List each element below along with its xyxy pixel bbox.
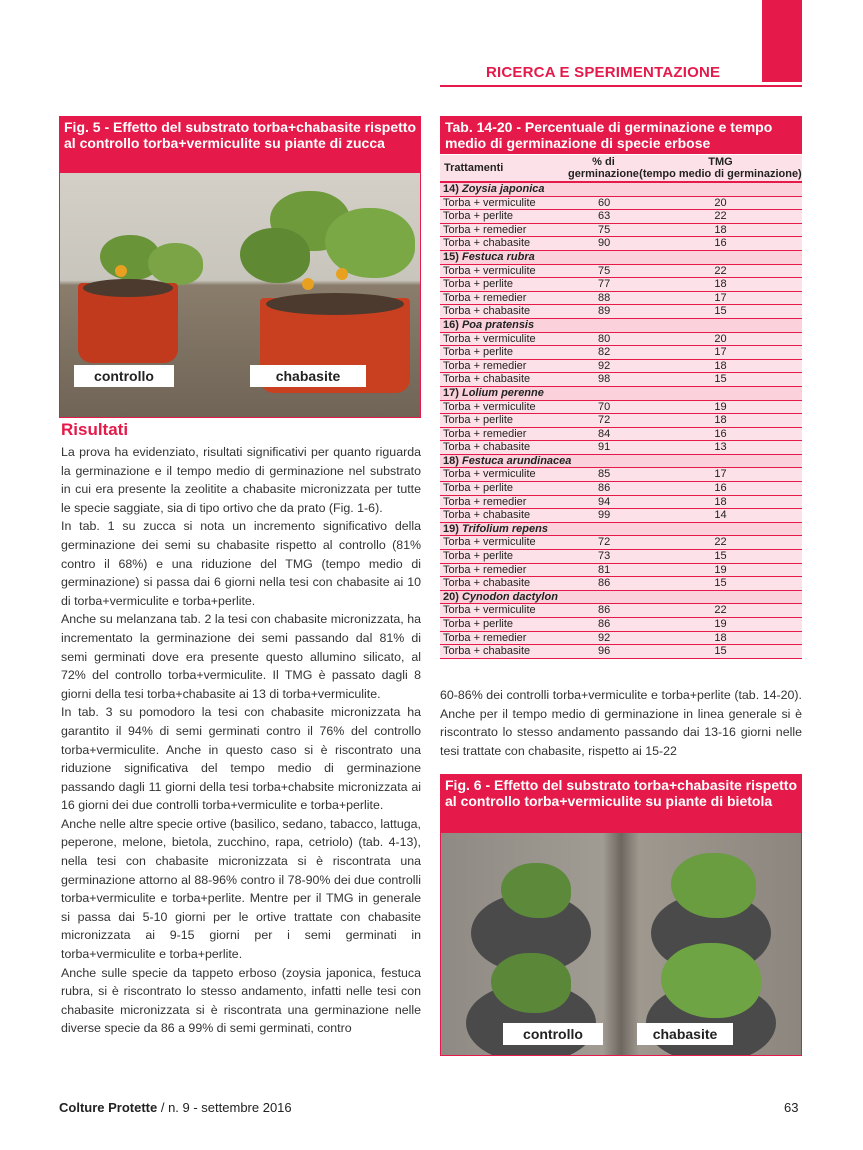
cell-treatment: Torba + perlite	[440, 618, 568, 632]
cell-germ: 89	[568, 305, 639, 319]
table-row	[440, 305, 802, 319]
cell-tmg: 20	[639, 332, 802, 346]
cell-treatment: Torba + remedier	[440, 563, 568, 577]
cell-treatment: Torba + vermiculite	[440, 196, 568, 210]
table-row	[440, 414, 802, 428]
section-header: RICERCA E SPERIMENTAZIONE	[486, 64, 721, 81]
table-body	[440, 182, 802, 658]
table-row	[440, 359, 802, 373]
header-germination: % di germinazione	[568, 156, 639, 180]
group-species: Cynodon dactylon	[461, 590, 558, 603]
table-row	[440, 196, 802, 210]
table-row	[440, 264, 802, 278]
cell-tmg: 16	[639, 237, 802, 251]
cell-germ: 80	[568, 332, 639, 346]
fig5-label-controllo: controllo	[74, 365, 174, 387]
cell-germ: 99	[568, 509, 639, 523]
table-group-row	[440, 454, 802, 468]
page-number: 63	[784, 1100, 799, 1115]
cell-treatment: Torba + remedier	[440, 631, 568, 645]
cell-tmg: 17	[639, 346, 802, 360]
cell-tmg: 18	[639, 359, 802, 373]
cell-treatment: Torba + vermiculite	[440, 332, 568, 346]
cell-tmg: 13	[639, 441, 802, 455]
cell-germ: 94	[568, 495, 639, 509]
table-row	[440, 210, 802, 224]
fig6-caption: Fig. 6 - Effetto del substrato torba+chabasite rispetto al controllo torba+vermiculite su piante di bietola	[440, 774, 802, 832]
table-row	[440, 577, 802, 591]
group-species: Festuca arundinacea	[461, 454, 572, 467]
cell-tmg: 15	[639, 550, 802, 564]
cell-germ: 84	[568, 427, 639, 441]
table-row	[440, 278, 802, 292]
fig6-photo	[440, 832, 802, 1056]
table-row	[440, 482, 802, 496]
cell-treatment: Torba + chabasite	[440, 577, 568, 591]
header-rule	[440, 85, 802, 87]
cell-treatment: Torba + chabasite	[440, 441, 568, 455]
cell-tmg: 22	[639, 536, 802, 550]
cell-germ: 96	[568, 645, 639, 659]
group-number: 16)	[443, 318, 459, 331]
cell-germ: 77	[568, 278, 639, 292]
cell-tmg: 18	[639, 495, 802, 509]
cell-treatment: Torba + remedier	[440, 359, 568, 373]
cell-treatment: Torba + perlite	[440, 550, 568, 564]
cell-tmg: 22	[639, 264, 802, 278]
cell-treatment: Torba + remedier	[440, 427, 568, 441]
cell-tmg: 16	[639, 427, 802, 441]
cell-tmg: 15	[639, 373, 802, 387]
cell-germ: 86	[568, 482, 639, 496]
cell-tmg: 20	[639, 196, 802, 210]
table-group-row	[440, 522, 802, 536]
cell-germ: 85	[568, 468, 639, 482]
table-row	[440, 563, 802, 577]
cell-treatment: Torba + chabasite	[440, 305, 568, 319]
cell-tmg: 17	[639, 468, 802, 482]
group-species: Trifolium repens	[461, 522, 548, 535]
cell-germ: 92	[568, 631, 639, 645]
cell-germ: 98	[568, 373, 639, 387]
results-paragraph: Anche nelle altre specie ortive (basilico, sedano, tabacco, lattuga, peperone, melone, bietola, zucchino, rapa, cetriolo) (tab. 4-13), nella tesi con chabasite micronizzata si è riscontrata una germinazione attorno al 88-96% contro il 78-90% dei due controlli torba+vermiculite e torba+perlite. Mentre per il TMG in generale si passa dai 5-10 giorni per le ortive trattate con chabasite micronizzata ai 9-15 giorni per i semi germinati in torba+vermiculite e torba+perlite.	[61, 816, 421, 962]
cell-germ: 70	[568, 400, 639, 414]
table-row	[440, 495, 802, 509]
table-row	[440, 291, 802, 305]
results-continuation: 60-86% dei controlli torba+vermiculite e torba+perlite (tab. 14-20). Anche per il tempo medio di germinazione in linea generale si è riscontrato lo stesso andamento passando dai 13-16 giorni nelle tesi trattate con chabasite, rispetto ai 15-22	[440, 688, 802, 758]
cell-germ: 88	[568, 291, 639, 305]
cell-germ: 86	[568, 604, 639, 618]
cell-treatment: Torba + perlite	[440, 278, 568, 292]
results-body	[61, 443, 421, 1038]
cell-treatment: Torba + remedier	[440, 495, 568, 509]
cell-germ: 90	[568, 237, 639, 251]
table-group-row	[440, 250, 802, 264]
cell-treatment: Torba + vermiculite	[440, 400, 568, 414]
table-row	[440, 509, 802, 523]
cell-germ: 81	[568, 563, 639, 577]
cell-germ: 91	[568, 441, 639, 455]
cell-treatment: Torba + remedier	[440, 223, 568, 237]
cell-treatment: Torba + chabasite	[440, 373, 568, 387]
cell-tmg: 18	[639, 278, 802, 292]
group-species: Zoysia japonica	[461, 183, 545, 195]
footer-journal: Colture Protette	[59, 1100, 158, 1115]
cell-tmg: 18	[639, 631, 802, 645]
cell-germ: 60	[568, 196, 639, 210]
cell-tmg: 19	[639, 618, 802, 632]
table-group-row	[440, 386, 802, 400]
cell-tmg: 14	[639, 509, 802, 523]
table-row	[440, 373, 802, 387]
footer-issue: / n. 9 - settembre 2016	[157, 1100, 292, 1115]
germination-table	[440, 155, 802, 659]
cell-tmg: 15	[639, 305, 802, 319]
cell-germ: 82	[568, 346, 639, 360]
group-number: 19)	[443, 522, 459, 535]
cell-treatment: Torba + remedier	[440, 291, 568, 305]
cell-germ: 63	[568, 210, 639, 224]
table-row	[440, 346, 802, 360]
cell-treatment: Torba + chabasite	[440, 509, 568, 523]
cell-germ: 86	[568, 618, 639, 632]
table-row	[440, 468, 802, 482]
fig5-label-chabasite: chabasite	[250, 365, 366, 387]
footer-citation	[59, 1100, 292, 1115]
group-species: Lolium perenne	[461, 386, 544, 399]
corner-accent-block	[762, 0, 802, 82]
table-row	[440, 441, 802, 455]
group-species: Festuca rubra	[461, 250, 535, 263]
results-paragraph: Anche sulle specie da tappeto erboso (zoysia japonica, festuca rubra, si è riscontrato lo stesso andamento, infatti nelle tesi con chabasite micronizzata si è riscontrata una germinazione nelle diverse specie da 86 a 99% di semi germinati, contro	[61, 965, 421, 1036]
cell-tmg: 16	[639, 482, 802, 496]
table-row	[440, 223, 802, 237]
table-row	[440, 400, 802, 414]
table-row	[440, 550, 802, 564]
results-paragraph: Anche su melanzana tab. 2 la tesi con chabasite micronizzata, ha incrementato la germinazione dei semi passando dal 81% di semi germinati dove era presente questo allumino silicato, al 72% del controllo torba+vermiculite. Il TMG è passato dagli 8 giorni della tesi torba+chabasite ai 13 di torba+vermiculite.	[61, 612, 421, 701]
table-group-row	[440, 318, 802, 332]
results-paragraph: La prova ha evidenziato, risultati significativi per quanto riguarda la germinazione e il tempo medio di germinazione nel substrato in cui era presente la zeolitite a chabasite micronizzata per tutte le specie saggiate, sia di tipo ortivo che da prato (Fig. 1-6).	[61, 445, 421, 515]
cell-tmg: 18	[639, 414, 802, 428]
cell-treatment: Torba + vermiculite	[440, 604, 568, 618]
table-row	[440, 332, 802, 346]
cell-tmg: 15	[639, 645, 802, 659]
table-row	[440, 645, 802, 659]
table-group-row	[440, 590, 802, 604]
cell-treatment: Torba + chabasite	[440, 645, 568, 659]
results-title: Risultati	[61, 420, 129, 439]
cell-tmg: 22	[639, 604, 802, 618]
table-row	[440, 237, 802, 251]
cell-treatment: Torba + perlite	[440, 414, 568, 428]
fig5-caption: Fig. 5 - Effetto del substrato torba+chabasite rispetto al controllo torba+vermiculite su piante di zucca	[59, 116, 421, 172]
cell-tmg: 18	[639, 223, 802, 237]
table-row	[440, 536, 802, 550]
table-group-row	[440, 182, 802, 196]
group-species: Poa pratensis	[461, 318, 535, 331]
group-number: 14)	[443, 183, 459, 195]
group-number: 17)	[443, 386, 459, 399]
cell-treatment: Torba + chabasite	[440, 237, 568, 251]
cell-germ: 72	[568, 414, 639, 428]
cell-tmg: 17	[639, 291, 802, 305]
cell-treatment: Torba + perlite	[440, 482, 568, 496]
table-row	[440, 604, 802, 618]
group-number: 20)	[443, 590, 459, 603]
cell-tmg: 22	[639, 210, 802, 224]
table-row	[440, 427, 802, 441]
cell-treatment: Torba + perlite	[440, 346, 568, 360]
fig6-label-controllo: controllo	[503, 1023, 603, 1045]
cell-treatment: Torba + vermiculite	[440, 264, 568, 278]
cell-tmg: 19	[639, 563, 802, 577]
cell-treatment: Torba + perlite	[440, 210, 568, 224]
cell-germ: 73	[568, 550, 639, 564]
cell-germ: 75	[568, 223, 639, 237]
cell-germ: 75	[568, 264, 639, 278]
group-number: 15)	[443, 250, 459, 263]
cell-treatment: Torba + vermiculite	[440, 536, 568, 550]
cell-treatment: Torba + vermiculite	[440, 468, 568, 482]
cell-tmg: 15	[639, 577, 802, 591]
header-tmg: TMG (tempo medio di germinazione)	[639, 156, 802, 180]
cell-tmg: 19	[639, 400, 802, 414]
table-caption: Tab. 14-20 - Percentuale di germinazione e tempo medio di germinazione di specie erbose	[440, 116, 802, 154]
results-paragraph: In tab. 3 su pomodoro la tesi con chabasite micronizzata ha garantito il 94% di semi germinati contro il 76% del controllo torba+vermiculite. Anche in questo caso si è riscontrato una riduzione significativa del tempo medio di germinazione passando dagli 11 giorni della tesi torba+chabsite micronizzata ai 16 giorni dei due controlli torba+vermiculite e torba+perlite.	[61, 705, 421, 813]
cell-germ: 92	[568, 359, 639, 373]
table-row	[440, 618, 802, 632]
cell-germ: 72	[568, 536, 639, 550]
fig6-label-chabasite: chabasite	[637, 1023, 733, 1045]
group-number: 18)	[443, 454, 459, 467]
table-row	[440, 631, 802, 645]
header-treatments: Trattamenti	[440, 155, 568, 182]
results-paragraph: In tab. 1 su zucca si nota un incremento significativo della germinazione dei semi su chabasite rispetto al controllo (81% contro il 68%) e una riduzione del TMG (tempo medio di germinazione) si passa dai 6 giorni nella tesi con chabasite ai 10 di torba+vermiculite e torba+perlite.	[61, 519, 421, 608]
cell-germ: 86	[568, 577, 639, 591]
fig5-photo	[59, 172, 421, 418]
